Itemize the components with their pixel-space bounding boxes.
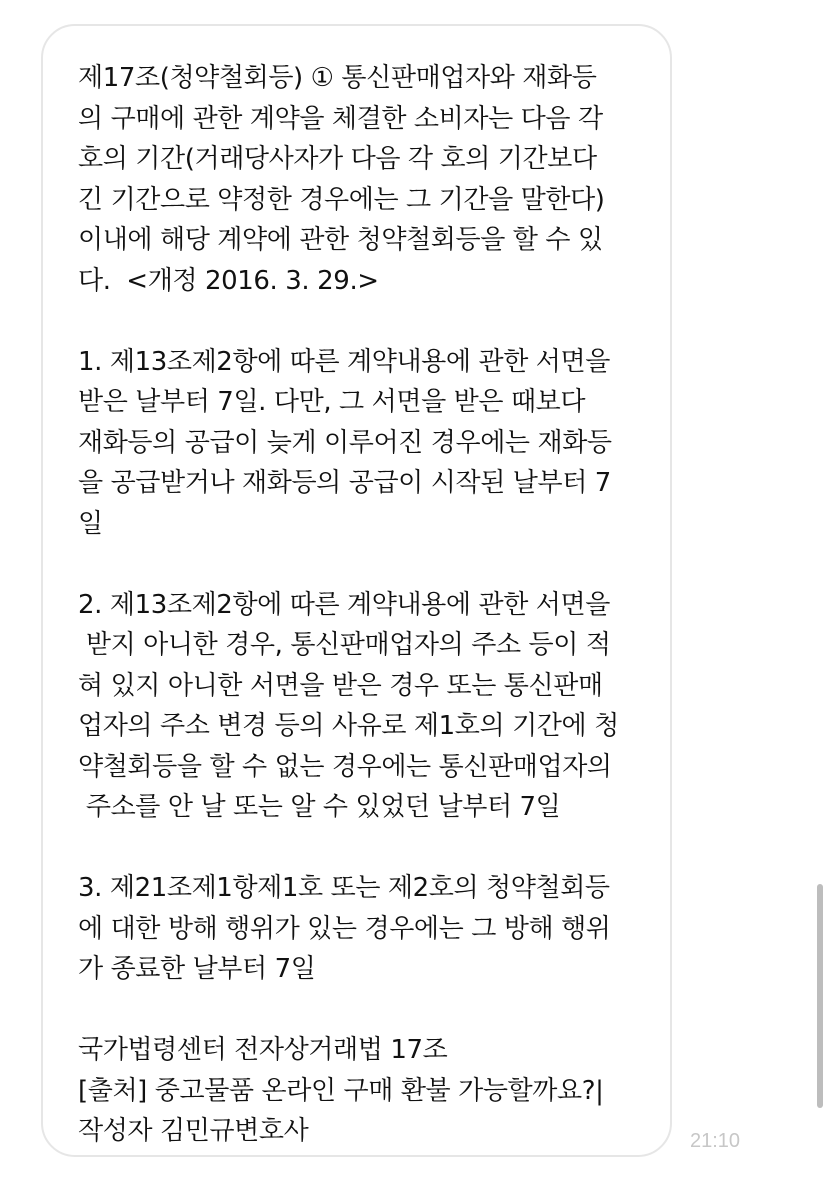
message-bubble[interactable] xyxy=(41,24,672,1157)
scrollbar[interactable] xyxy=(817,884,823,1108)
message-text: 제17조(청약철회등) ① 통신판매업자와 재화등 의 구매에 관한 계약을 체결한 소비자는 다음 각 호의 기간(거래당사자가 다음 각 호의 기간보다 긴 기간으로 약정한 경우에는 그 기간을 말한다) 이내에 해당 계약에 관한 청약철회등을 할 수 있 다. <개정 2016. 3. 29.> 1. 제13조제2항에 따른 계약내용에 관한 서면을 받은 날부터 7일. 다만, 그 서면을 받은 때보다 재화등의 공급이 늦게 이루어진 경우에는 재화등 을 공급받거나 재화등의 공급이 시작된 날부터 7 일 2. 제13조제2항에 따른 계약내용에 관한 서면을 받지 아니한 경우, 통신판매업자의 주소 등이 적 혀 있지 아니한 서면을 받은 경우 또는 통신판매 업자의 주소 변경 등의 사유로 제1호의 기간에 청 약철회등을 할 수 없는 경우에는 통신판매업자의 주소를 안 날 또는 알 수 있었던 날부터 7일 3. 제21조제1항제1호 또는 제2호의 청약철회등 에 대한 방해 행위가 있는 경우에는 그 방해 행위 가 종료한 날부터 7일 국가법령센터 전자상거래법 17조 [출처] 중고물품 온라인 구매 환불 가능할까요?| 작성자 김민규변호사 xyxy=(78,63,619,1146)
message-timestamp: 21:10 xyxy=(690,1130,741,1152)
